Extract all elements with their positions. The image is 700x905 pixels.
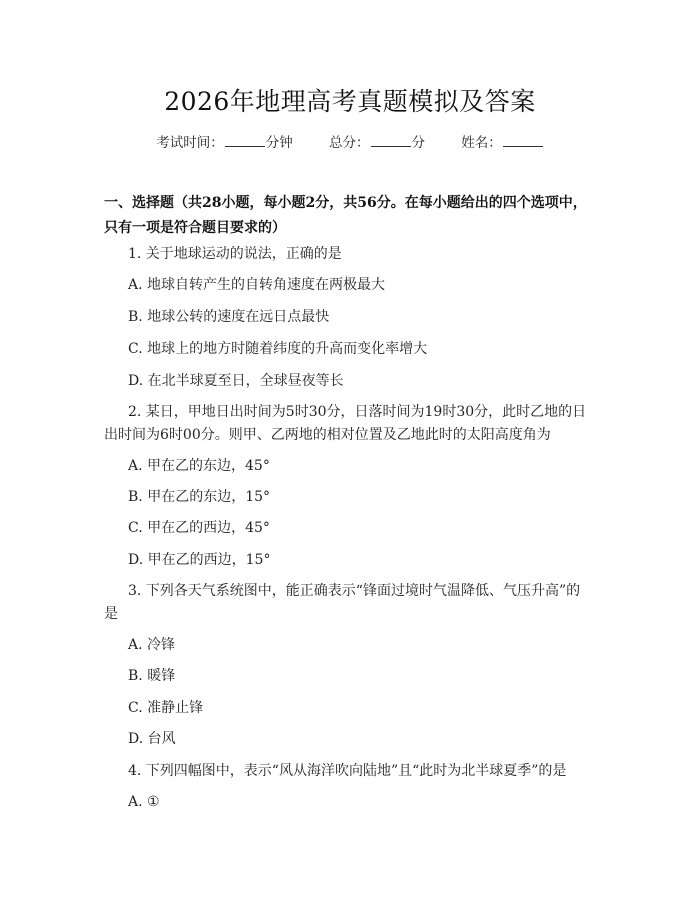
option-item: D. 在北半球夏至日，全球昼夜等长 xyxy=(128,373,344,389)
question-stem-continued: 出时间为6时00分。则甲、乙两地的相对位置及乙地此时的太阳高度角为 xyxy=(104,427,551,443)
page-title: 2026年地理高考真题模拟及答案 xyxy=(164,87,536,116)
option-item: D. 台风 xyxy=(128,731,176,747)
option-item: A. 地球自转产生的自转角速度在两极最大 xyxy=(128,277,386,293)
exam-time-blank xyxy=(225,134,265,147)
question-stem: 3. 下列各天气系统图中，能正确表示“锋面过境时气温降低、气压升高”的 xyxy=(128,583,581,599)
exam-time-label: 考试时间： xyxy=(156,135,224,151)
option-item: A. 甲在乙的东边，45° xyxy=(128,458,270,474)
total-score-unit: 分 xyxy=(411,135,425,151)
option-item: C. 准静止锋 xyxy=(128,700,204,716)
option-item: A. 冷锋 xyxy=(128,637,176,653)
name-label: 姓名： xyxy=(461,135,502,151)
option-item: C. 地球上的地方时随着纬度的升高而变化率增大 xyxy=(128,341,428,357)
total-score-label: 总分： xyxy=(329,135,370,151)
total-score-blank xyxy=(371,134,411,147)
question-stem: 4. 下列四幅图中，表示“风从海洋吹向陆地”且“此时为北半球夏季”的是 xyxy=(128,763,567,779)
name-field xyxy=(461,131,544,151)
exam-meta xyxy=(0,131,700,151)
section-heading xyxy=(104,191,604,241)
section-heading-line: 一、选择题（共28小题，每小题2分，共56分。在每小题给出的四个选项中， xyxy=(104,195,587,211)
exam-time-unit: 分钟 xyxy=(265,135,293,151)
name-blank xyxy=(503,134,543,147)
section-heading-line: 只有一项是符合题目要求的） xyxy=(104,220,286,236)
option-item: A. ① xyxy=(128,794,160,810)
question-stem: 2. 某日，甲地日出时间为5时30分，日落时间为19时30分，此时乙地的日 xyxy=(128,404,587,420)
total-score-field xyxy=(329,131,425,151)
option-item: B. 地球公转的速度在远日点最快 xyxy=(128,309,330,325)
exam-time-field xyxy=(156,131,293,151)
option-item: D. 甲在乙的西边，15° xyxy=(128,552,271,568)
question-stem-continued: 是 xyxy=(104,606,118,622)
option-item: B. 甲在乙的东边，15° xyxy=(128,489,271,505)
option-item: C. 甲在乙的西边，45° xyxy=(128,520,270,536)
question-stem: 1. 关于地球运动的说法，正确的是 xyxy=(128,246,342,262)
option-item: B. 暖锋 xyxy=(128,668,176,684)
